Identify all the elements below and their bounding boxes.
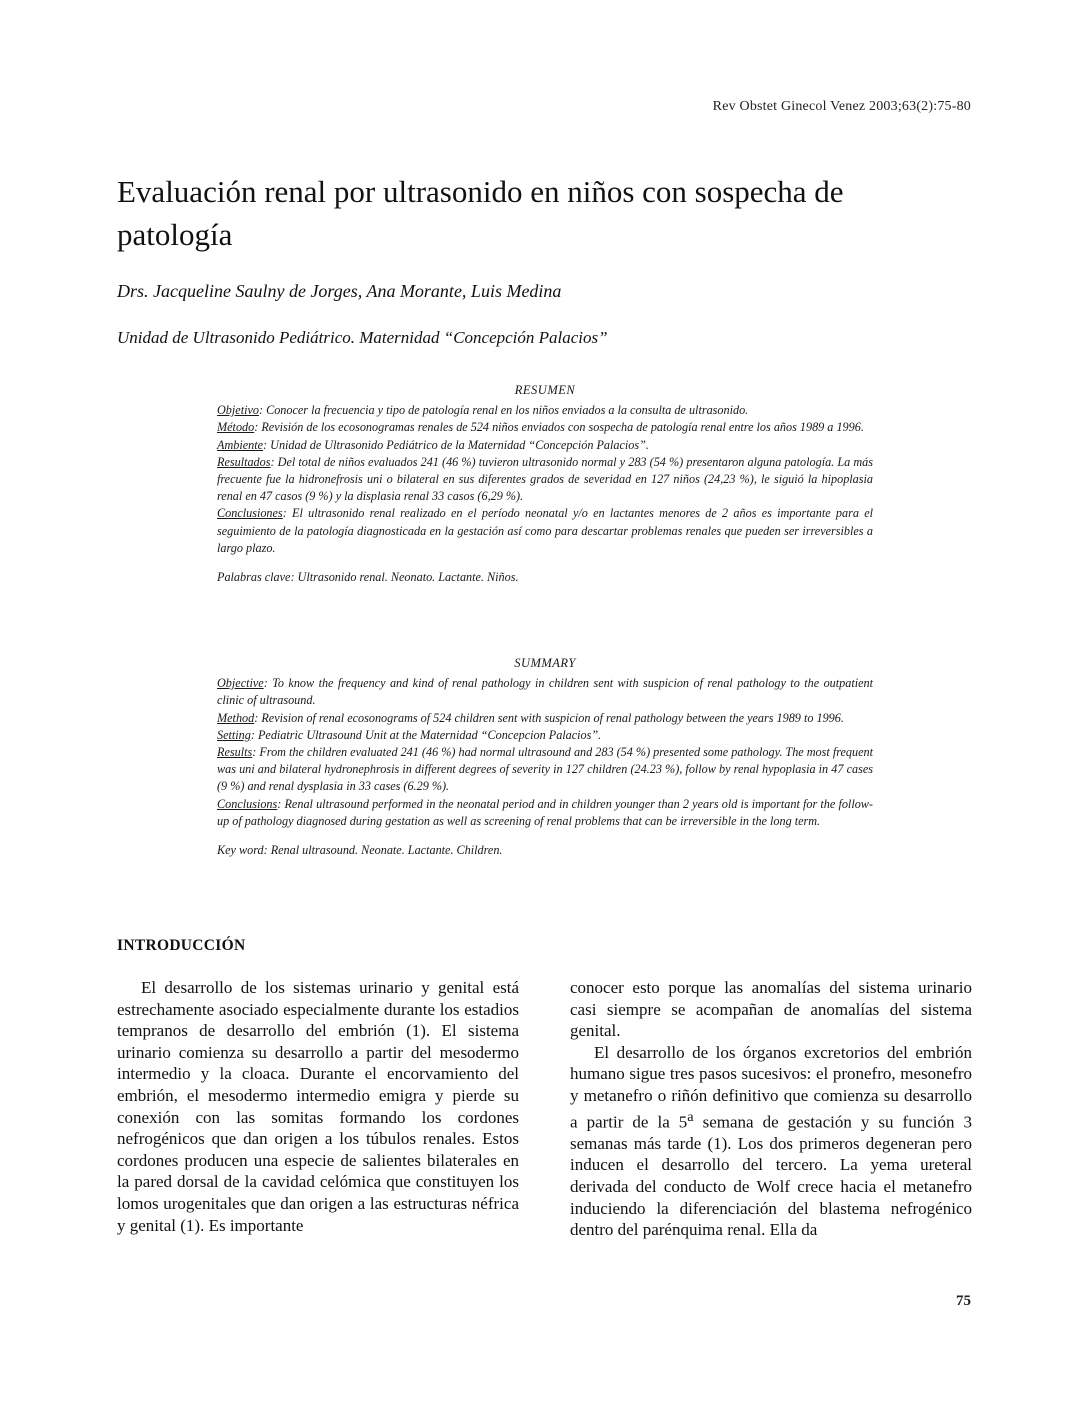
metodo-label: Método xyxy=(217,420,255,435)
resumen-resultados xyxy=(217,454,873,506)
conclusions-text: : Renal ultrasound performed in the neonatal period and in children younger than 2 years old is important for the follow-up of pathology diagnosed during gestation as well as screening of renal problems that can be irreversible in the long term. xyxy=(217,796,873,828)
conclusiones-text: : El ultrasonido renal realizado en el período neonatal y/o en lactantes menores de 2 años es importante para el seguimiento de la patología diagnosticada en la gestación así como para descartar problemas renales que pueden ser irreversibles a largo plazo. xyxy=(217,506,873,555)
summary-abstract xyxy=(217,655,873,859)
affiliation: Unidad de Ultrasonido Pediátrico. Maternidad “Concepción Palacios” xyxy=(117,328,608,347)
objective-label: Objective xyxy=(217,676,264,691)
body-column-left xyxy=(117,977,519,1236)
page-number: 75 xyxy=(956,1293,971,1309)
results-text: : From the children evaluated 241 (46 %) had normal ultrasound and 283 (54 %) presented some pathology. The most frequent was uni and bilateral hydronephrosis in different degrees of severity in 127 children (24.23 %), follow by renal hypoplasia in 47 cases (9 %) and renal dysplasia in 33 cases (6.29 %). xyxy=(217,745,873,794)
paragraph-text: El desarrollo de los órganos excretorios del embrión humano sigue tres pasos sucesivos: el pronefro, mesonefro y metanefro o riñón definitivo que comienza su desarrollo a partir de la 5 xyxy=(570,1042,972,1132)
paragraph xyxy=(570,1042,972,1241)
key-words: Key word: Renal ultrasound. Neonate. Lactante. Children. xyxy=(217,843,503,858)
conclusions-label: Conclusions xyxy=(217,796,278,811)
summary-conclusions xyxy=(217,796,873,830)
body-column-right xyxy=(570,977,972,1241)
resumen-ambiente xyxy=(217,437,873,454)
resultados-text: : Del total de niños evaluados 241 (46 %) tuvieron ultrasonido normal y 283 (54 %) presentaron alguna patología. La más frecuente fue la hidronefrosis uni o bilateral en sus diferentes grados de severidad en 127 niños (24,23 %), le siguió la hipoplasia renal en 47 casos (9 %) y la displasia renal 33 casos (6,29 %). xyxy=(217,454,873,504)
superscript: a xyxy=(687,1108,694,1125)
metodo-text: : Revisión de los ecosonogramas renales de 524 niños enviados con sospecha de patología renal entre los años 1989 a 1996. xyxy=(254,420,864,435)
resumen-metodo xyxy=(217,419,873,436)
method-text: : Revision of renal ecosonograms of 524 children sent with suspicion of renal pathology between the years 1989 to 1996. xyxy=(254,710,844,725)
palabras-clave: Palabras clave: Ultrasonido renal. Neonato. Lactante. Niños. xyxy=(217,570,519,585)
authors: Drs. Jacqueline Saulny de Jorges, Ana Morante, Luis Medina xyxy=(117,281,562,301)
setting-text: : Pediatric Ultrasound Unit at the Maternidad “Concepcion Palacios”. xyxy=(250,727,602,742)
conclusiones-label: Conclusiones xyxy=(217,506,283,521)
objetivo-label: Objetivo xyxy=(217,403,259,418)
paragraph: El desarrollo de los sistemas urinario y genital está estrechamente asociado especialmente durante los estadios tempranos de desarrollo del embrión (1). El sistema urinario comienza su desarrollo a partir del mesodermo intermedio y la cloaca. Durante el encorvamiento del embrión, el mesodermo intermedio emigra y pierde su conexión con las somitas formando los cordones nefrogénicos que dan origen a los túbulos renales. Estos cordones producen una especie de salientes bilaterales en la pared dorsal de la cavidad celómica que constituyen los lomos urogenitales que dan origen a las estructuras néfrica y genital (1). Es importante xyxy=(117,978,519,1235)
resumen-abstract xyxy=(217,382,873,586)
resumen-conclusiones xyxy=(217,505,873,557)
setting-label: Setting xyxy=(217,727,251,742)
summary-heading: SUMMARY xyxy=(514,656,576,670)
summary-objective xyxy=(217,675,873,709)
objetivo-text: : Conocer la frecuencia y tipo de patología renal en los niños enviados a la consulta de ultrasonido. xyxy=(258,403,749,418)
summary-setting xyxy=(217,727,873,744)
paragraph-text: semana de gestación y su función 3 semanas más tarde (1). Los dos primeros degeneran pero inducen el desarrollo del tercero. La yema ureteral derivada del conducto de Wolf crece hacia el metanefro induciendo la diferenciación del blastema nefrogénico dentro del parénquima renal. Ella da xyxy=(570,1112,972,1240)
resultados-label: Resultados xyxy=(217,454,271,469)
article-title: Evaluación renal por ultrasonido en niños con sospecha de patología xyxy=(117,174,844,252)
objective-text: : To know the frequency and kind of renal pathology in children sent with suspicion of renal pathology to the outpatient clinic of ultrasound. xyxy=(217,676,873,708)
ambiente-text: : Unidad de Ultrasonido Pediátrico de la Maternidad “Concepción Palacios”. xyxy=(263,437,649,452)
journal-reference: Rev Obstet Ginecol Venez 2003;63(2):75-80 xyxy=(712,99,971,114)
method-label: Method xyxy=(217,710,255,725)
ambiente-label: Ambiente xyxy=(217,437,264,452)
summary-method xyxy=(217,710,873,727)
section-heading-introduccion: INTRODUCCIÓN xyxy=(117,937,246,954)
paragraph: conocer esto porque las anomalías del sistema urinario casi siempre se acompañan de anomalías del sistema genital. xyxy=(570,978,972,1041)
resumen-objetivo xyxy=(217,402,873,419)
resumen-heading: RESUMEN xyxy=(514,383,576,397)
results-label: Results xyxy=(217,745,253,760)
summary-results xyxy=(217,744,873,796)
